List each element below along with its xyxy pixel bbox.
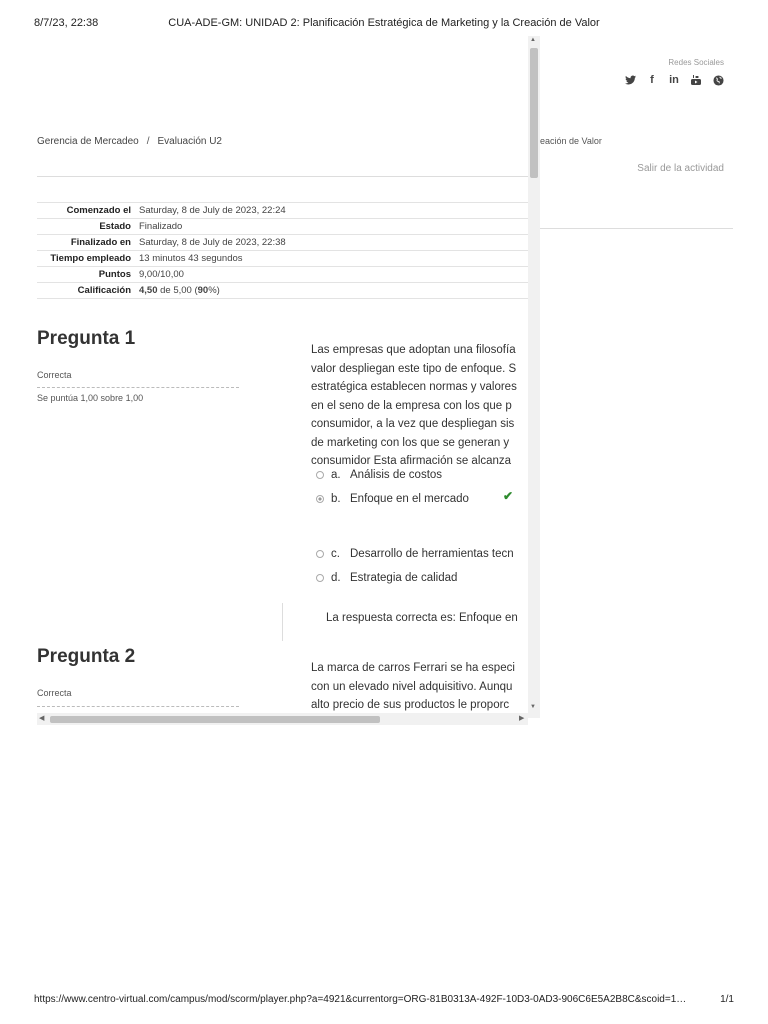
table-row bbox=[37, 267, 528, 283]
divider bbox=[37, 387, 239, 388]
grade-tail: %) bbox=[208, 285, 220, 296]
table-row bbox=[37, 203, 528, 219]
question-1-state: Correcta bbox=[37, 370, 72, 380]
option-letter: d. bbox=[331, 572, 341, 584]
option-text: Enfoque en el mercado bbox=[350, 493, 469, 505]
question-text-line: La marca de carros Ferrari se ha especi bbox=[311, 662, 515, 674]
print-page-number: 1/1 bbox=[720, 994, 734, 1005]
print-url[interactable]: https://www.centro-virtual.com/campus/mod/scorm/player.php?a=4921&currentorg=ORG-81B0313A-492F-10D3-0AD3-906C6E5A2B8C&scoid=1… bbox=[34, 994, 687, 1005]
question-1-feedback: La respuesta correcta es: Enfoque en bbox=[326, 612, 518, 624]
facebook-icon[interactable]: f bbox=[650, 74, 654, 86]
question-text-line: en el seno de la empresa con los que p bbox=[311, 399, 512, 412]
answer-option-b[interactable] bbox=[316, 493, 469, 505]
globe-icon[interactable] bbox=[712, 73, 724, 87]
scroll-down-arrow-icon[interactable]: ▼ bbox=[530, 704, 536, 710]
option-text: Desarrollo de herramientas tecn bbox=[350, 548, 514, 560]
row-label: Calificación bbox=[37, 283, 139, 299]
radio-button[interactable] bbox=[316, 495, 324, 503]
linkedin-icon[interactable]: in bbox=[669, 74, 679, 86]
grade-value: 4,50 bbox=[139, 285, 158, 296]
question-text-line: de marketing con los que se generan y bbox=[311, 436, 510, 449]
social-icons bbox=[624, 73, 724, 87]
divider bbox=[540, 228, 733, 229]
question-text-line: Las empresas que adoptan una filosofía bbox=[311, 344, 516, 356]
horizontal-scrollbar-thumb[interactable] bbox=[50, 716, 380, 723]
option-letter: c. bbox=[331, 548, 340, 560]
youtube-icon[interactable] bbox=[690, 73, 702, 87]
exit-activity-link[interactable]: Salir de la actividad bbox=[637, 163, 724, 174]
row-label: Puntos bbox=[37, 267, 139, 283]
question-text-line: consumidor Esta afirmación se alcanza bbox=[311, 455, 512, 467]
divider bbox=[37, 706, 239, 707]
twitter-icon[interactable] bbox=[624, 73, 636, 87]
option-letter: a. bbox=[331, 469, 341, 481]
breadcrumb-item-course[interactable]: Gerencia de Mercadeo bbox=[37, 136, 139, 147]
grade-of: de 5,00 ( bbox=[160, 285, 198, 296]
scroll-right-arrow-icon[interactable]: ▶ bbox=[519, 715, 525, 722]
table-row bbox=[37, 251, 528, 267]
print-title: CUA-ADE-GM: UNIDAD 2: Planificación Estratégica de Marketing y la Creación de Valor bbox=[168, 17, 600, 29]
viewport-clip bbox=[37, 725, 540, 985]
row-value: Saturday, 8 de July de 2023, 22:38 bbox=[139, 235, 528, 251]
row-label: Comenzado el bbox=[37, 203, 139, 219]
vertical-scrollbar-thumb[interactable] bbox=[530, 48, 538, 178]
answer-option-c[interactable] bbox=[316, 548, 514, 560]
grade-percent: 90 bbox=[197, 285, 209, 296]
print-date: 8/7/23, 22:38 bbox=[34, 17, 99, 29]
row-label: Tiempo empleado bbox=[37, 251, 139, 267]
scroll-left-arrow-icon[interactable]: ◀ bbox=[39, 715, 45, 722]
breadcrumb bbox=[37, 136, 222, 147]
question-text-line: valor despliegan este tipo de enfoque. S bbox=[311, 362, 517, 375]
row-label: Finalizado en bbox=[37, 235, 139, 251]
attempt-summary-table bbox=[37, 202, 528, 299]
table-row bbox=[37, 283, 528, 299]
option-text: Análisis de costos bbox=[350, 469, 443, 481]
divider bbox=[37, 176, 528, 177]
divider bbox=[282, 603, 283, 641]
option-letter: b. bbox=[331, 493, 341, 505]
row-value: 13 minutos 43 segundos bbox=[139, 251, 528, 267]
question-text-line: consumidor, a la vez que despliegan sis bbox=[311, 418, 515, 430]
question-1-title: Pregunta 1 bbox=[37, 328, 136, 349]
table-row bbox=[37, 219, 528, 235]
question-text-line: estratégica establecen normas y valores bbox=[311, 381, 517, 393]
row-label: Estado bbox=[37, 219, 139, 235]
row-value bbox=[139, 283, 528, 299]
row-value: Saturday, 8 de July de 2023, 22:24 bbox=[139, 203, 528, 219]
row-value: 9,00/10,00 bbox=[139, 267, 528, 283]
question-text-line: alto precio de sus productos le proporc bbox=[311, 699, 510, 711]
answer-option-d[interactable] bbox=[316, 572, 457, 584]
question-1-grade: Se puntúa 1,00 sobre 1,00 bbox=[37, 393, 144, 403]
breadcrumb-tail: eación de Valor bbox=[540, 136, 602, 146]
radio-button[interactable] bbox=[316, 550, 324, 558]
scroll-up-arrow-icon[interactable]: ▲ bbox=[530, 37, 536, 43]
question-1-text bbox=[311, 341, 527, 471]
radio-button[interactable] bbox=[316, 471, 324, 479]
breadcrumb-item-evaluation[interactable]: Evaluación U2 bbox=[157, 136, 222, 147]
question-2-title: Pregunta 2 bbox=[37, 646, 136, 667]
radio-button[interactable] bbox=[316, 574, 324, 582]
breadcrumb-separator: / bbox=[146, 136, 150, 147]
option-text: Estrategia de calidad bbox=[350, 572, 458, 584]
social-label: Redes Sociales bbox=[668, 58, 724, 67]
question-2-state: Correcta bbox=[37, 688, 72, 698]
row-value: Finalizado bbox=[139, 219, 528, 235]
question-text-line: con un elevado nivel adquisitivo. Aunqu bbox=[311, 680, 513, 693]
table-row bbox=[37, 235, 528, 251]
correct-check-icon: ✔ bbox=[503, 489, 514, 503]
answer-option-a[interactable] bbox=[316, 469, 442, 481]
